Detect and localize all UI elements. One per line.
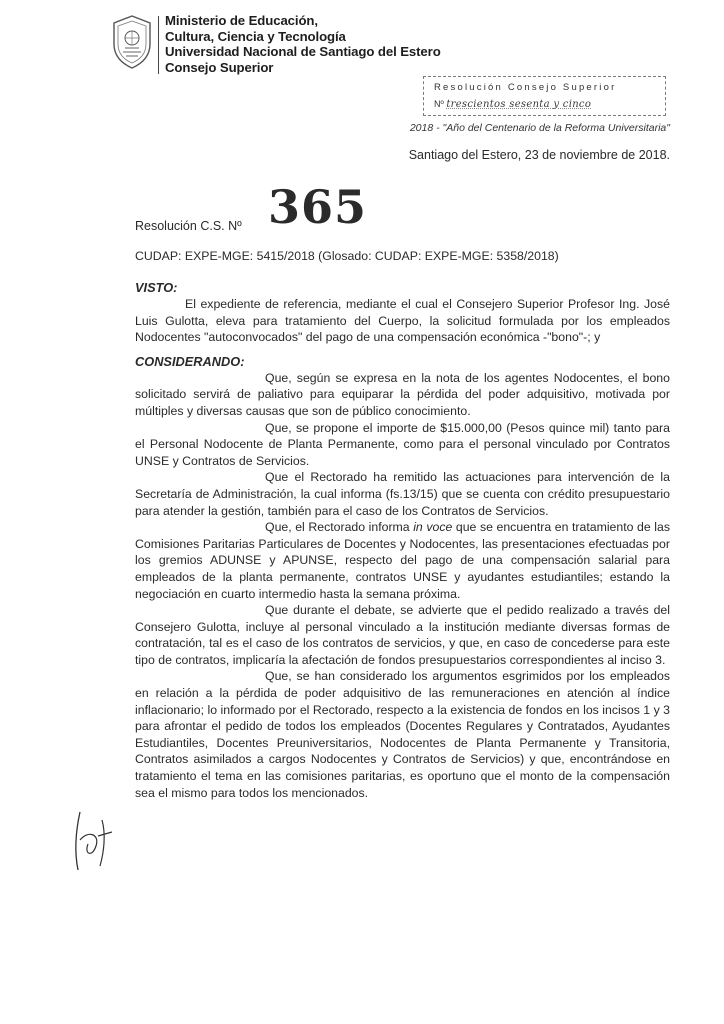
institution-line: Consejo Superior <box>165 59 274 75</box>
university-seal-icon <box>110 14 154 70</box>
visto-paragraph: El expediente de referencia, mediante el cual el Consejero Superior Profesor Ing. José Luis Gulotta, eleva para tratamiento del Cuerpo, la solicitud formulada por los empleados Nodocentes "autoconvocados" del pago de una compensación económica -"bono"-; y <box>135 297 670 345</box>
resolution-stamp <box>423 76 666 116</box>
stamp-title: Resolución Consejo Superior <box>434 82 617 93</box>
considerando-paragraph <box>135 519 670 602</box>
considerando-paragraph: Que, se propone el importe de $15.000,00 (Pesos quince mil) tanto para el Personal Nodocente de Planta Permanente, como para el personal vinculado por Contratos UNSE y Contratos de Servicios. <box>135 420 670 468</box>
italic-term: in voce <box>413 520 453 535</box>
institution-line: Cultura, Ciencia y Tecnología <box>165 28 346 44</box>
text-run: Que, el Rectorado informa <box>265 520 414 535</box>
institution-line: Ministerio de Educación, <box>165 13 318 28</box>
text-run: que se encuentra en tratamiento de las Comisiones Paritarias Particulares de Docentes y Nodocentes, las presentaciones efectuadas por los gremios ADUNSE y APUNSE, respecto del pago de una compensación salarial para empleados de la planta permanente, contratos UNSE y ayudantes estudiantiles; estando la negociación en cuarto intermedio hasta la semana próxima. <box>135 520 670 601</box>
considerando-paragraph: Que, según se expresa en la nota de los agentes Nodocentes, el bono solicitado servirá de paliativo para equiparar la pérdida del poder adquisitivo, motivada por múltiples y diversas causas que son de público conocimiento. <box>135 370 670 418</box>
considerando-paragraph: Que durante el debate, se advierte que el pedido realizado a través del Consejero Gulotta, incluye al personal vinculado a la institución mediante diversas formas de contratación, tal es el caso de los contratos de servicios, y que, en caso de concederse para este tipo de contratos, implicaría la afectación de fondos presupuestarios correspondientes al inciso 3. <box>135 603 670 667</box>
document-body <box>135 280 670 801</box>
institution-line: Universidad Nacional de Santiago del Estero <box>165 44 441 59</box>
year-motto: 2018 - "Año del Centenario de la Reforma Universitaria" <box>409 122 670 134</box>
stamp-number-line <box>434 99 591 110</box>
resolution-label: Resolución C.S. Nº <box>135 219 242 233</box>
stamp-number-prefix: Nº <box>434 99 444 109</box>
cudap-reference: CUDAP: EXPE-MGE: 5415/2018 (Glosado: CUDAP: EXPE-MGE: 5358/2018) <box>135 249 559 263</box>
place-date: Santiago del Estero, 23 de noviembre de 2018. <box>408 148 670 162</box>
visto-heading: VISTO: <box>135 280 178 295</box>
considerando-paragraph: Que el Rectorado ha remitido las actuaciones para intervención de la Secretaría de Administración, la cual informa (fs.13/15) que se cuenta con crédito presupuestario para atender la gestión, también para el caso de los Contratos de Servicios. <box>135 470 670 518</box>
resolution-number: 365 <box>268 180 368 234</box>
stamp-number-words: trescientos sesenta y cinco <box>446 99 592 110</box>
handwritten-initials-icon <box>66 800 126 880</box>
considerando-heading: CONSIDERANDO: <box>135 353 245 369</box>
header-divider <box>158 16 159 74</box>
institution-header <box>165 13 441 75</box>
considerando-paragraph: Que, se han considerado los argumentos esgrimidos por los empleados en relación a la pérdida de poder adquisitivo de las remuneraciones en atención al índice inflacionario; lo informado por el Rectorado, respecto a la existencia de fondos en los incisos 1 y 3 para afrontar el pedido de todos los empleados (Docentes Regulares y Contratados, Ayudantes Estudiantiles, Docentes Preuniversitarios, Nodocentes de Planta Permanente y Transitoria, Contratos asimilados a cargos Nodocentes y Contratos de Servicios) y que, encontrándose en tratamiento el tema en las comisiones paritarias, es oportuno que el monto de la compensación sea el mismo para todos los mencionados. <box>135 669 670 800</box>
